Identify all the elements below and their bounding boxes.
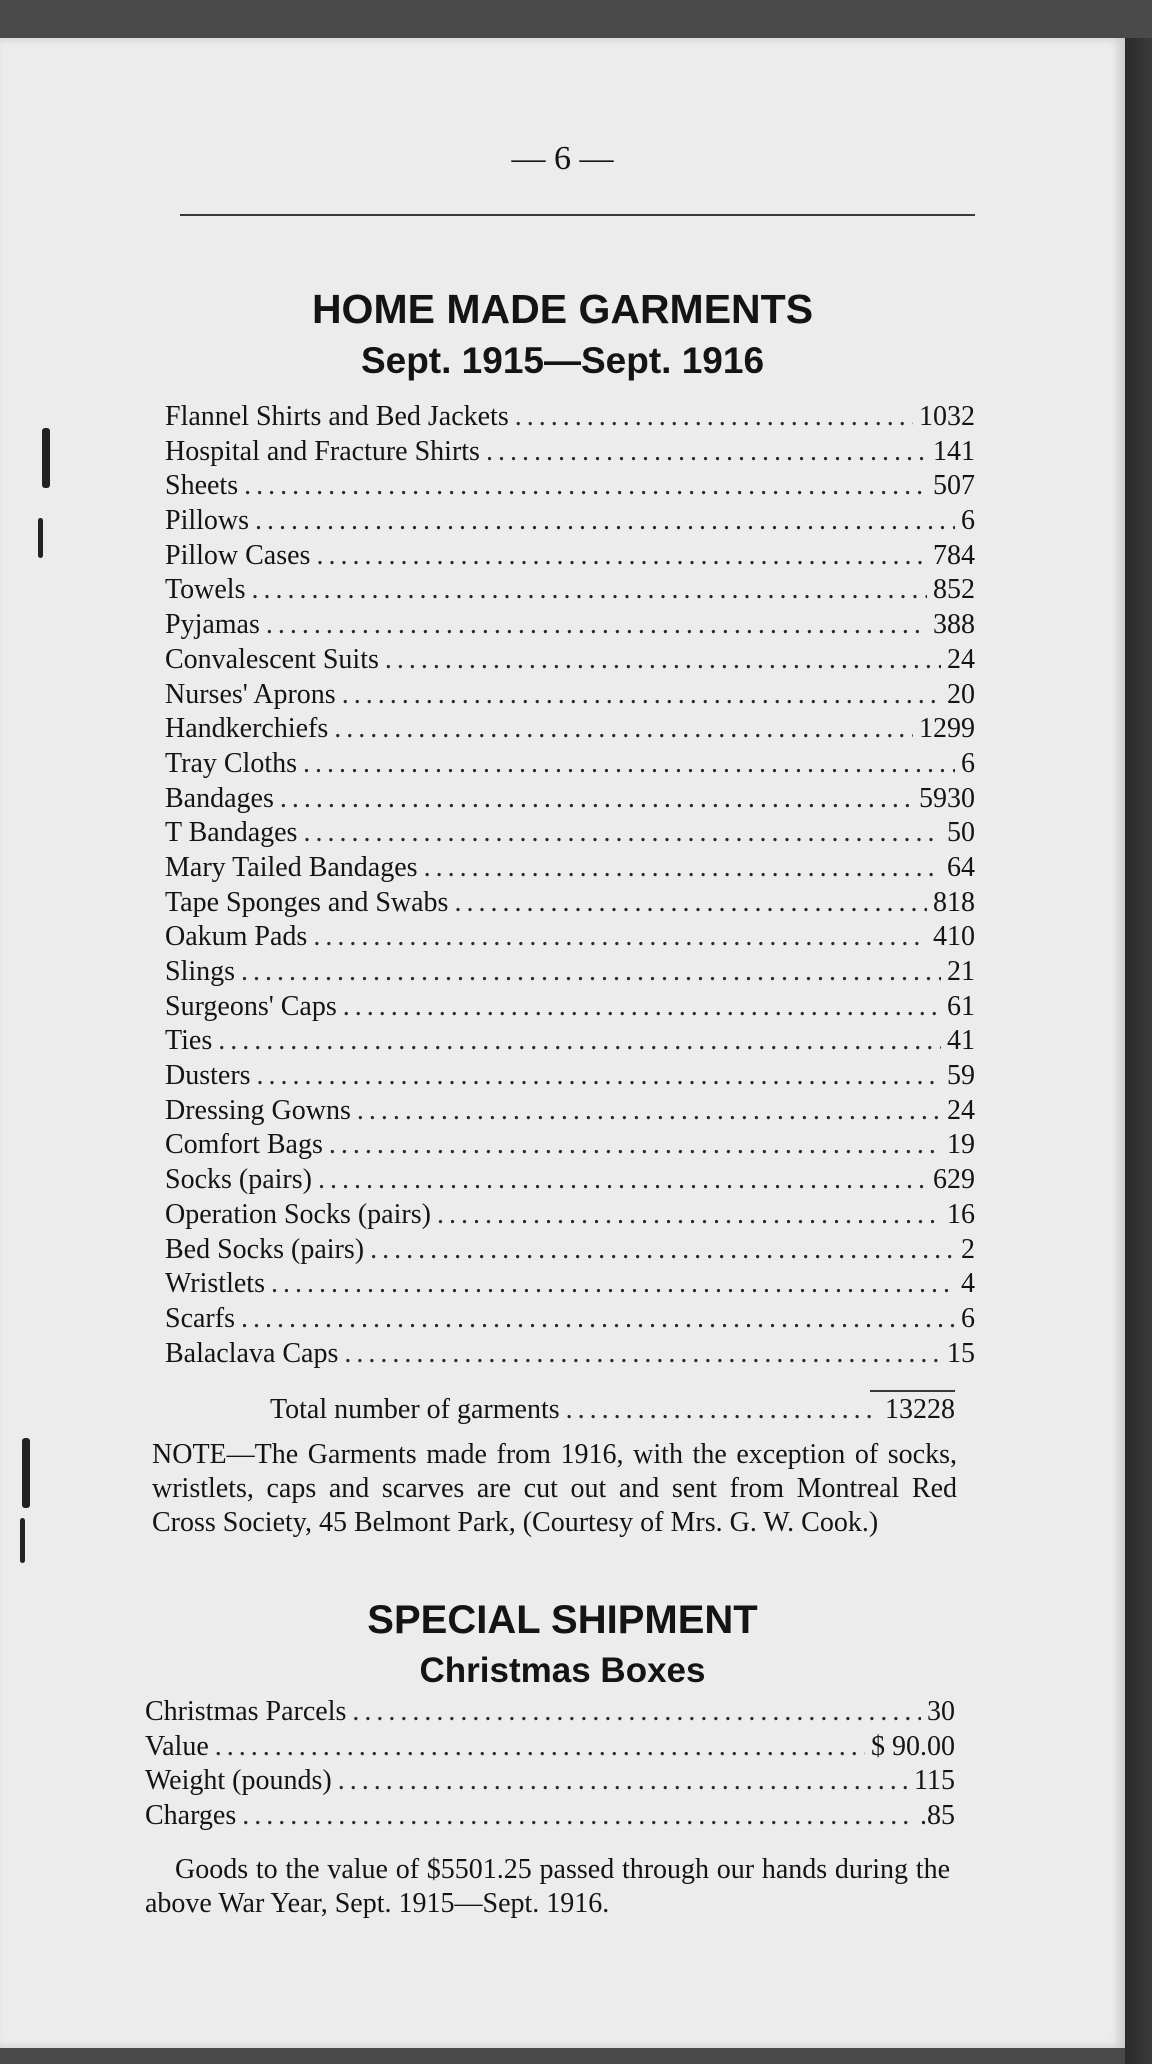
- item-label: Wristlets: [165, 1268, 265, 1300]
- leader-dots: [329, 1128, 941, 1163]
- leader-dots: [424, 851, 941, 886]
- item-value: 1032: [919, 401, 975, 432]
- list-item: [165, 816, 975, 851]
- leader-dots: [343, 990, 941, 1025]
- leader-dots: [318, 1163, 927, 1198]
- leader-dots: [215, 1730, 865, 1765]
- item-value: 59: [947, 1060, 975, 1092]
- item-value: 6: [961, 747, 975, 779]
- item-value: 6: [961, 1302, 975, 1334]
- leader-dots: [486, 435, 927, 470]
- garments-title: HOME MADE GARMENTS: [311, 286, 814, 332]
- item-value: 24: [947, 1094, 975, 1126]
- item-value: 784: [933, 539, 975, 571]
- total-label: Total number of garments: [270, 1394, 560, 1425]
- item-label: Value: [145, 1730, 209, 1762]
- leader-dots: [242, 1799, 914, 1834]
- item-label: Nurses' Aprons: [165, 678, 336, 710]
- list-item: [145, 1730, 955, 1765]
- leader-dots: [303, 816, 941, 851]
- leader-dots: [454, 886, 927, 921]
- item-label: Handkerchiefs: [165, 713, 329, 745]
- leader-dots: [271, 1267, 955, 1302]
- item-label: Bandages: [165, 782, 274, 814]
- shipment-subtitle: Christmas Boxes: [419, 1651, 706, 1690]
- leader-dots: [344, 1337, 941, 1372]
- item-label: Christmas Parcels: [145, 1696, 347, 1727]
- item-label: Operation Socks (pairs): [165, 1198, 431, 1230]
- item-value: 141: [933, 435, 975, 467]
- list-item: [165, 504, 975, 539]
- leader-dots: [334, 712, 913, 747]
- item-value: 16: [947, 1198, 975, 1230]
- list-item: [165, 1059, 975, 1094]
- list-item: [165, 1198, 975, 1233]
- leader-dots: [338, 1764, 908, 1799]
- leader-dots: [303, 747, 955, 782]
- leader-dots: [241, 1302, 955, 1337]
- item-value: 64: [947, 851, 975, 883]
- closing-paragraph: Goods to the value of $5501.25 passed through our hands during the above War Year, Sept. 1915—Sept. 1916.: [145, 1854, 950, 1919]
- item-value: 4: [961, 1268, 975, 1300]
- item-label: Tape Sponges and Swabs: [165, 886, 449, 918]
- list-item: [165, 435, 975, 470]
- item-value: 388: [933, 609, 975, 641]
- shipment-list: [145, 1695, 955, 1834]
- item-value: 24: [947, 643, 975, 675]
- item-value: 30: [927, 1696, 955, 1727]
- item-label: Flannel Shirts and Bed Jackets: [165, 401, 509, 432]
- list-item: [165, 1267, 975, 1302]
- garments-period: Sept. 1915—Sept. 1916: [360, 340, 765, 381]
- leader-dots: [251, 573, 927, 608]
- list-item: [165, 1024, 975, 1059]
- list-item: [165, 782, 975, 817]
- item-label: T Bandages: [165, 817, 298, 849]
- list-item: [165, 643, 975, 678]
- leader-dots: [266, 608, 927, 643]
- item-value: 19: [947, 1129, 975, 1161]
- item-label: Convalescent Suits: [165, 643, 379, 675]
- total-row: [270, 1393, 955, 1428]
- list-item: [165, 1337, 975, 1372]
- leader-dots: [280, 782, 913, 817]
- list-item: [165, 851, 975, 886]
- item-label: Hospital and Fracture Shirts: [165, 435, 480, 467]
- item-label: Sheets: [165, 470, 239, 502]
- item-value: 5930: [919, 782, 975, 814]
- item-value: 15: [947, 1337, 975, 1369]
- list-item: [165, 1233, 975, 1268]
- list-item: [165, 539, 975, 574]
- list-item: [165, 712, 975, 747]
- item-label: Pillows: [165, 505, 250, 537]
- list-item: [165, 955, 975, 990]
- item-value: 629: [933, 1164, 975, 1196]
- item-value: 41: [947, 1025, 975, 1057]
- item-value: 115: [914, 1765, 955, 1797]
- item-value: 852: [933, 574, 975, 606]
- leader-dots: [255, 504, 955, 539]
- item-label: Surgeons' Caps: [165, 990, 337, 1022]
- leader-dots: [244, 469, 927, 504]
- item-label: Scarfs: [165, 1302, 235, 1334]
- list-item: [145, 1799, 955, 1834]
- shipment-title: SPECIAL SHIPMENT: [367, 1598, 758, 1642]
- leader-dots: [241, 955, 941, 990]
- item-label: Ties: [165, 1025, 213, 1057]
- item-value: 20: [947, 678, 975, 710]
- item-label: Charges: [145, 1800, 237, 1832]
- leader-dots: [352, 1695, 921, 1730]
- list-item: [165, 1094, 975, 1129]
- header-rule: [180, 214, 975, 216]
- item-label: Tray Cloths: [165, 747, 298, 779]
- leader-dots: [357, 1094, 941, 1129]
- binding-mark: [20, 1518, 25, 1563]
- item-value: 21: [947, 956, 975, 987]
- item-label: Pillow Cases: [165, 539, 311, 571]
- list-item: [165, 886, 975, 921]
- page-edge: [1125, 38, 1152, 2064]
- item-value: 818: [933, 886, 975, 918]
- list-item: [145, 1695, 955, 1730]
- item-value: $ 90.00: [871, 1730, 955, 1762]
- item-value: 50: [947, 817, 975, 849]
- binding-mark: [22, 1438, 30, 1508]
- page-number: — 6 —: [511, 140, 614, 177]
- leader-dots: [257, 1059, 941, 1094]
- leader-dots: [370, 1233, 955, 1268]
- leader-dots: [437, 1198, 941, 1233]
- total-rule: [870, 1390, 955, 1392]
- item-label: Mary Tailed Bandages: [165, 851, 418, 883]
- document-page: [0, 38, 1125, 2048]
- item-value: 1299: [919, 713, 975, 745]
- leader-dots: [342, 678, 941, 713]
- list-item: [165, 1128, 975, 1163]
- item-label: Weight (pounds): [145, 1765, 332, 1797]
- item-value: .85: [920, 1800, 955, 1832]
- leader-dots: [218, 1024, 941, 1059]
- item-value: 410: [933, 921, 975, 953]
- binding-mark: [38, 518, 43, 558]
- garment-list: [165, 400, 975, 1371]
- list-item: [165, 573, 975, 608]
- item-label: Socks (pairs): [165, 1164, 312, 1196]
- leader-dots: [313, 920, 927, 955]
- list-item: [165, 469, 975, 504]
- list-item: [165, 400, 975, 435]
- list-item: [145, 1764, 955, 1799]
- item-label: Pyjamas: [165, 609, 260, 641]
- total-value: 13228: [885, 1394, 955, 1425]
- item-value: 61: [947, 990, 975, 1022]
- item-value: 2: [961, 1233, 975, 1265]
- item-label: Oakum Pads: [165, 921, 308, 953]
- leader-dots: [316, 539, 927, 574]
- list-item: [165, 608, 975, 643]
- list-item: [165, 678, 975, 713]
- item-value: 6: [961, 505, 975, 537]
- item-value: 507: [933, 470, 975, 502]
- garments-note: NOTE—The Garments made from 1916, with the exception of socks, wristlets, caps and scarves are cut out and sent from Montreal Red Cross Society, 45 Belmont Park, (Courtesy of Mrs. G. W. Cook.): [152, 1439, 957, 1538]
- item-label: Towels: [165, 574, 246, 606]
- item-label: Bed Socks (pairs): [165, 1233, 365, 1265]
- item-label: Slings: [165, 956, 236, 987]
- list-item: [165, 747, 975, 782]
- leader-dots: [385, 643, 941, 678]
- list-item: [165, 920, 975, 955]
- list-item: [165, 1302, 975, 1337]
- binding-mark: [42, 428, 50, 488]
- leader-dots: [566, 1393, 879, 1428]
- leader-dots: [515, 400, 913, 435]
- list-item: [165, 1163, 975, 1198]
- item-label: Dressing Gowns: [165, 1094, 351, 1126]
- item-label: Balaclava Caps: [165, 1337, 339, 1369]
- item-label: Dusters: [165, 1060, 251, 1092]
- list-item: [165, 990, 975, 1025]
- item-label: Comfort Bags: [165, 1129, 323, 1161]
